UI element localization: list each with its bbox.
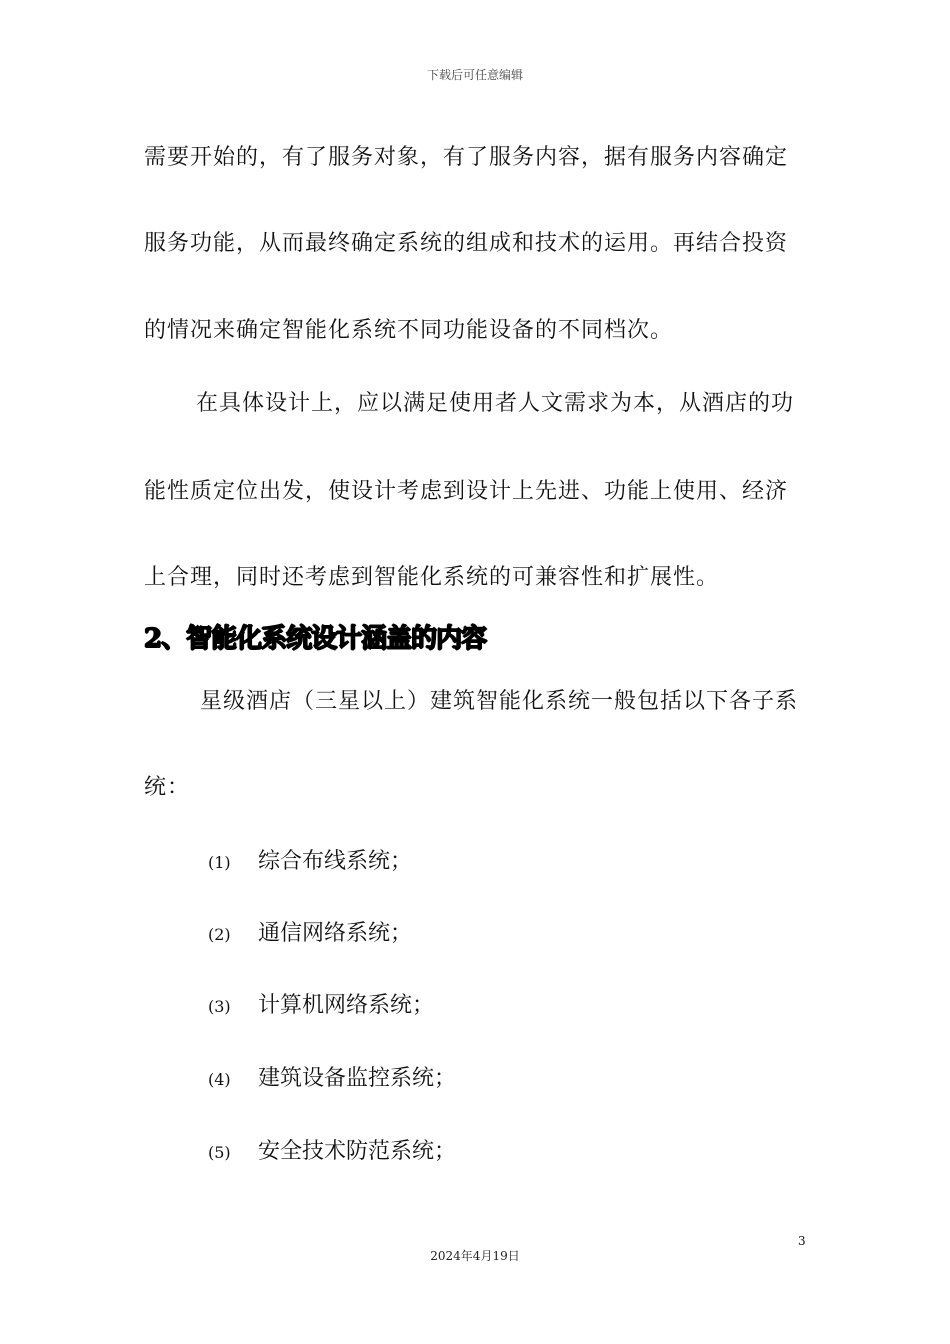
list-item <box>208 844 412 875</box>
list-item-number: (3) <box>208 997 231 1016</box>
list-item-text: 建筑设备监控系统； <box>258 1066 457 1091</box>
list-item-number: (5) <box>208 1143 231 1162</box>
list-item-number: (1) <box>208 853 231 872</box>
page-header: 下载后可任意编辑 <box>426 68 523 82</box>
list-item-text: 计算机网络系统； <box>258 993 435 1018</box>
section-heading: 2、智能化系统设计涵盖的内容 <box>144 624 487 654</box>
list-item-text: 综合布线系统； <box>258 849 413 874</box>
paragraph-line: 星级酒店（三星以上）建筑智能化系统一般包括以下各子系 <box>200 689 799 714</box>
paragraph-line: 统： <box>144 775 191 800</box>
list-item <box>208 988 434 1019</box>
paragraph-line: 能性质定位出发，使设计考虑到设计上先进、功能上使用、经济 <box>144 479 789 504</box>
list-item-number: (4) <box>208 1070 231 1089</box>
list-item <box>208 1061 456 1092</box>
paragraph-line: 在具体设计上，应以满足使用者人文需求为本，从酒店的功 <box>196 391 795 416</box>
footer-date: 2024年4月19日 <box>430 1249 520 1263</box>
paragraph-line: 的情况来确定智能化系统不同功能设备的不同档次。 <box>144 318 674 343</box>
list-item-text: 安全技术防范系统； <box>258 1139 457 1164</box>
paragraph-line: 服务功能，从而最终确定系统的组成和技术的运用。再结合投资 <box>144 231 789 256</box>
list-item <box>208 916 412 947</box>
page-number: 3 <box>798 1234 806 1248</box>
list-item-text: 通信网络系统； <box>258 921 413 946</box>
paragraph-line: 需要开始的，有了服务对象，有了服务内容，据有服务内容确定 <box>144 145 789 170</box>
list-item <box>208 1134 456 1165</box>
paragraph-line: 上合理，同时还考虑到智能化系统的可兼容性和扩展性。 <box>144 565 720 590</box>
list-item-number: (2) <box>208 925 231 944</box>
